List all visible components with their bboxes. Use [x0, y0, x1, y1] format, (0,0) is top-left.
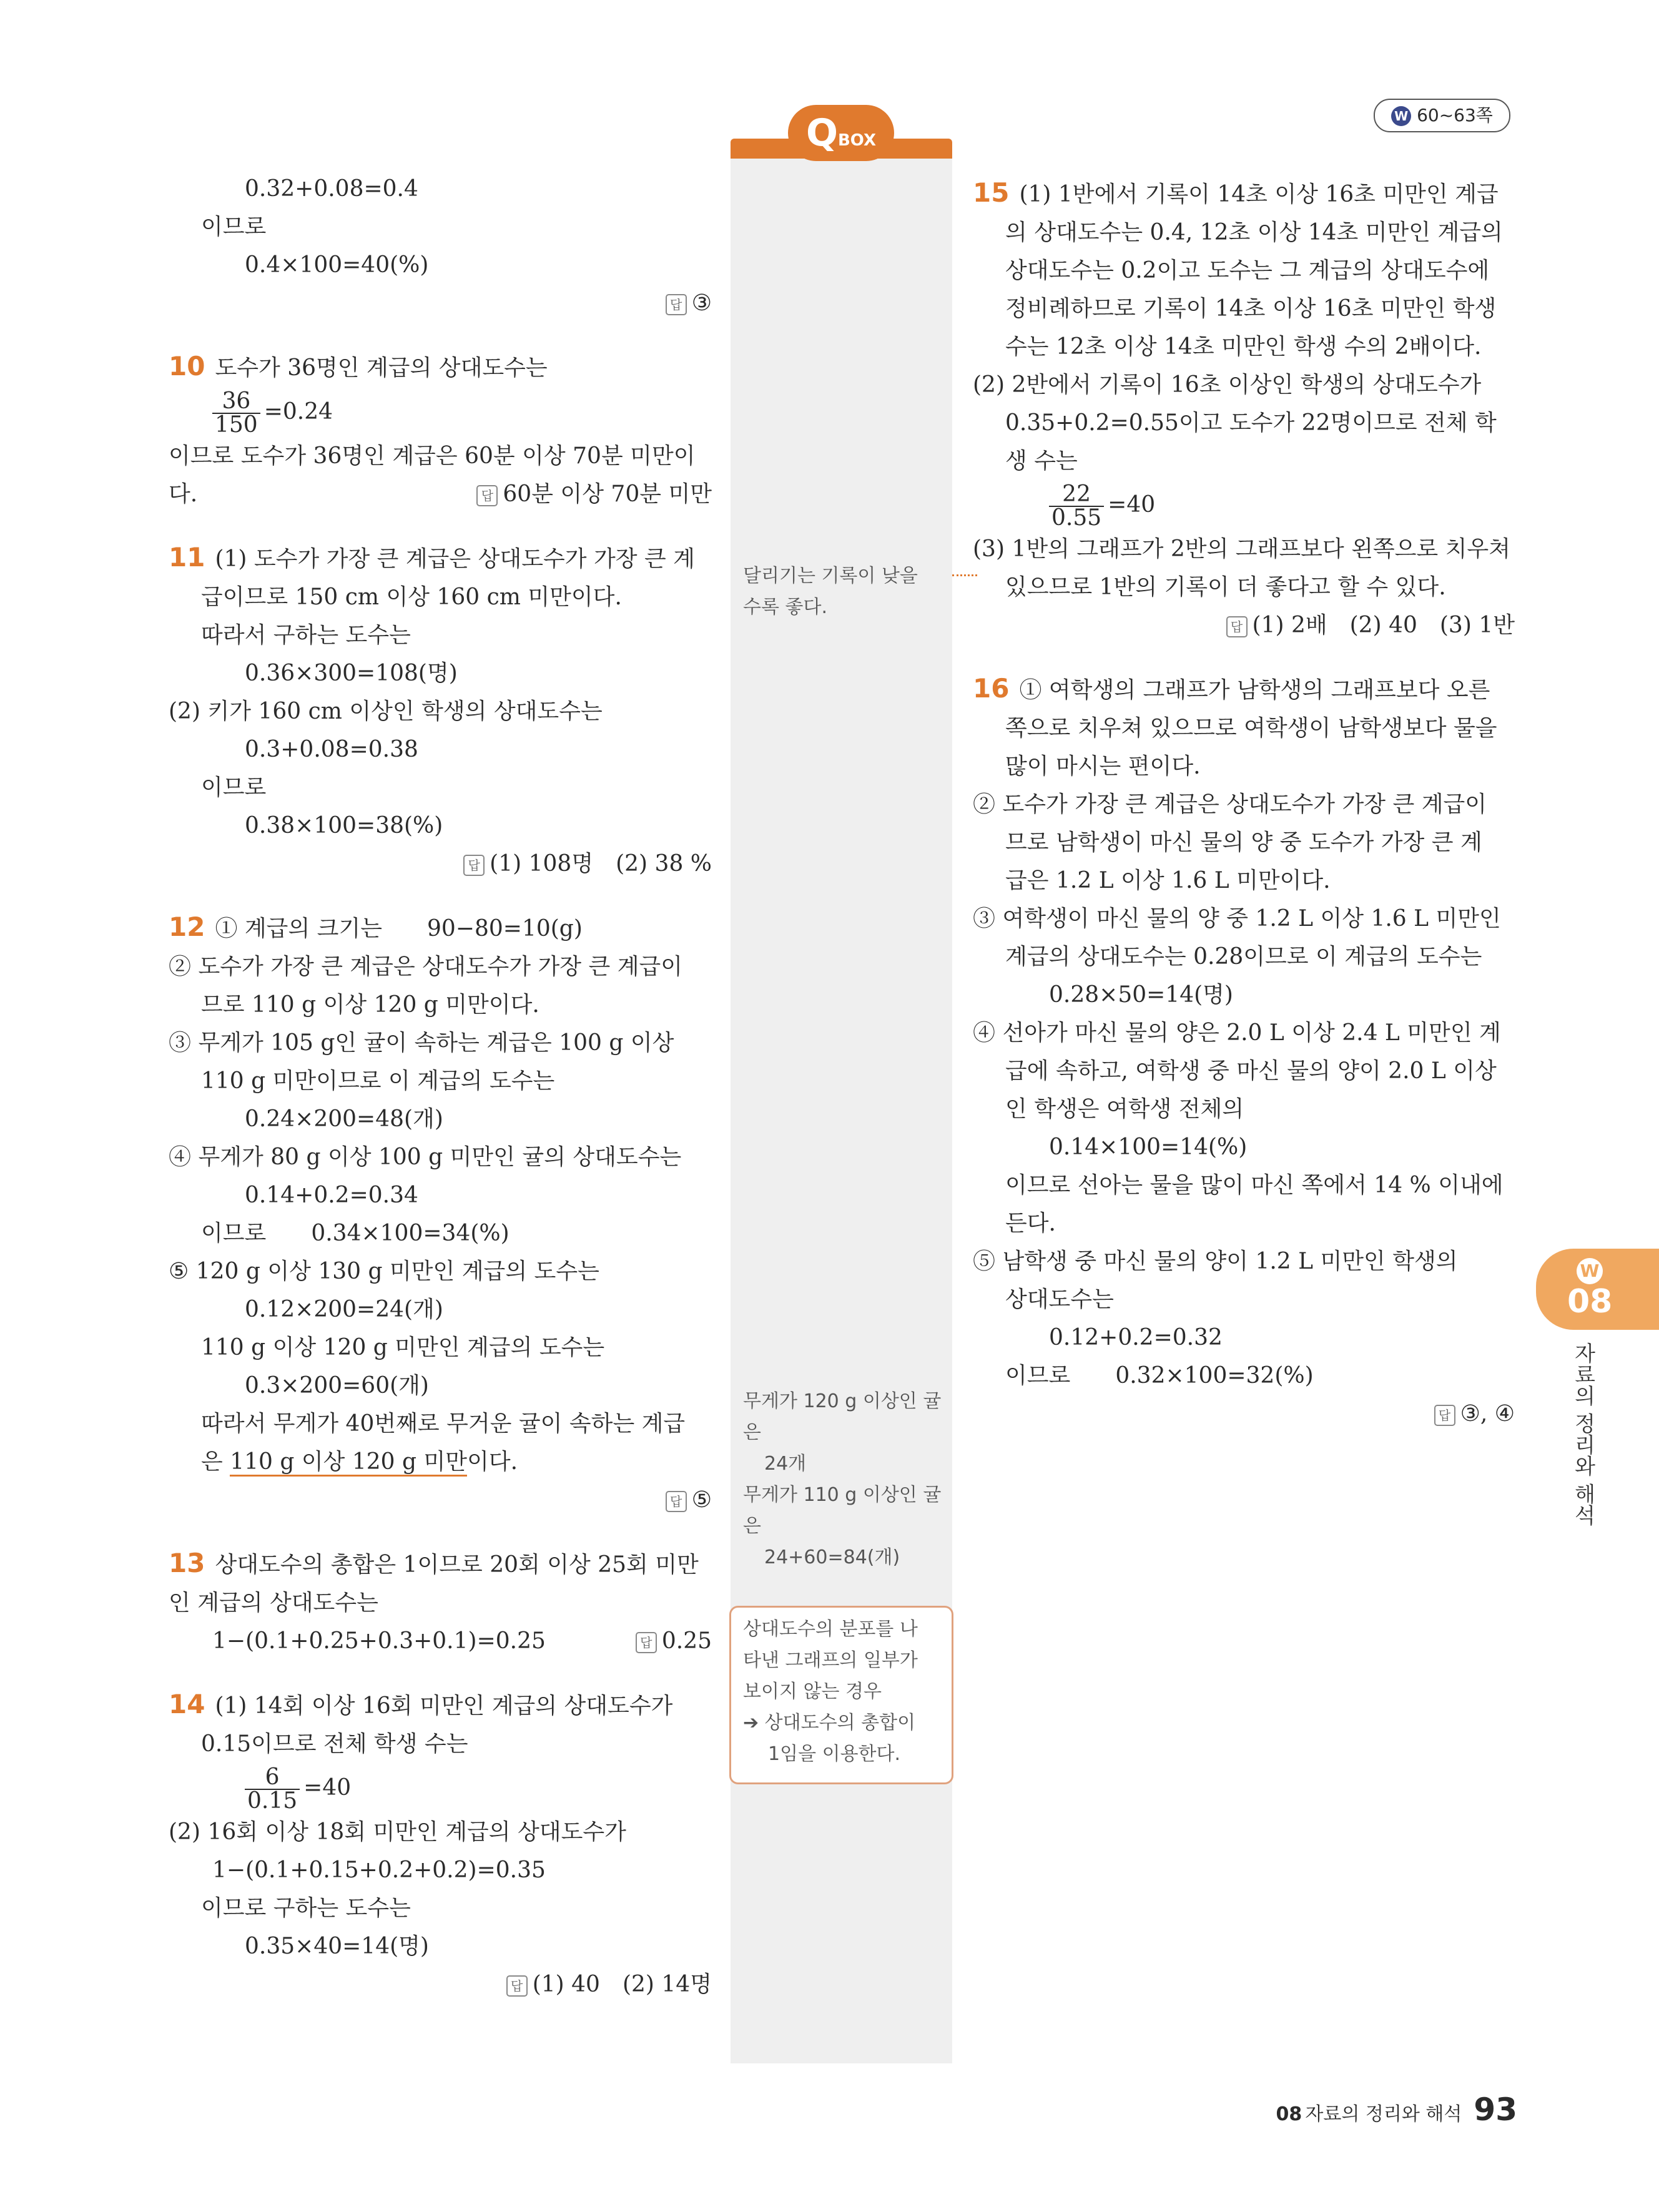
fraction: $\frac{36}{150}$	[212, 390, 260, 436]
text-line: 있으므로 1반의 기록이 더 좋다고 할 수 있다.	[1005, 574, 1446, 600]
text-line: 0.3+0.08=0.38	[245, 737, 418, 762]
answer-icon: 답	[666, 1491, 687, 1512]
side-note-weight: 무게가 120 g 이상인 귤 은 24개 무게가 110 g 이상인 귤 은 24+60=84(개)	[743, 1390, 942, 1568]
text-line: ④ 선아가 마신 물의 양은 2.0 L 이상 2.4 L 미만인 계	[973, 1020, 1501, 1046]
text-line: 0.12×200=24(개)	[245, 1297, 443, 1322]
text-line: 므로 남학생이 마신 물의 양 중 도수가 가장 큰 계	[1005, 830, 1482, 855]
chapter-tab-title: 자료의 정리와 해석	[1570, 1342, 1595, 1526]
page-ref-badge	[1374, 99, 1510, 132]
problem-12: 12 ① 계급의 크기는 90−80=10(g)	[169, 912, 583, 942]
qbox-logo: QBOX	[788, 105, 894, 161]
text-line: ③ 여학생이 마신 물의 양 중 1.2 L 이상 1.6 L 미만인	[973, 906, 1501, 931]
answer-icon: 답	[476, 485, 498, 506]
text-line: 0.28×50=14(명)	[1049, 982, 1233, 1008]
problem-16: 16 ① 여학생의 그래프가 남학생의 그래프보다 오른	[973, 673, 1490, 704]
answer-icon: 답	[666, 294, 687, 315]
answer-line: 답 (1) 40 (2) 14명	[169, 1965, 712, 2003]
text-line: 급이므로 150 cm 이상 160 cm 미만이다.	[201, 584, 622, 610]
text-line: (2) 2반에서 기록이 16초 이상인 학생의 상대도수가	[973, 372, 1482, 398]
text-line: 0.14+0.2=0.34	[245, 1182, 418, 1208]
text-line: 많이 마시는 편이다.	[1005, 754, 1201, 779]
text-line: 생 수는	[1005, 448, 1078, 474]
fraction-line: $\frac{6}{0.15}$ =40	[169, 1763, 712, 1813]
text-line: 110 g 이상 120 g 미만인 계급의 도수는	[201, 1335, 605, 1360]
text-line: 급은 1.2 L 이상 1.6 L 미만이다.	[1005, 868, 1331, 893]
text-line: 0.38×100=38(%)	[245, 813, 443, 838]
text-line: 0.35+0.2=0.55이고 도수가 22명이므로 전체 학	[1005, 410, 1497, 436]
text-line: 0.24×200=48(개)	[245, 1106, 443, 1132]
problem-14: 14 (1) 14회 이상 16회 미만인 계급의 상대도수가	[169, 1689, 673, 1719]
text-line: (2) 키가 160 cm 이상인 학생의 상대도수는	[169, 699, 603, 724]
problem-11: 11 (1) 도수가 가장 큰 계급은 상대도수가 가장 큰 계	[169, 542, 695, 573]
footer-chapter: 08	[1276, 2103, 1302, 2125]
text-line: 은 110 g 이상 120 g 미만이다.	[169, 1443, 712, 1481]
chapter-tab-number: 08	[1567, 1283, 1613, 1320]
footer-title: 자료의 정리와 해석	[1305, 2103, 1462, 2125]
text-line: 1−(0.1+0.25+0.3+0.1)=0.25 답 0.25	[212, 1628, 712, 1654]
answer-line: 답 ③, ④	[973, 1395, 1515, 1433]
chapter-tab-badge: W	[1577, 1258, 1603, 1284]
answer-line: 답 ⑤	[169, 1481, 712, 1519]
page-number: 93	[1474, 2092, 1517, 2128]
text-line: 이므로 0.34×100=34(%)	[201, 1221, 510, 1246]
text-line: 든다.	[1005, 1211, 1056, 1236]
text-line: 0.12+0.2=0.32	[1049, 1325, 1223, 1350]
text-line: 0.35×40=14(명)	[245, 1934, 429, 1959]
text-line: 0.32+0.08=0.4	[245, 176, 418, 202]
text-line: 다. 답 60분 이상 70분 미만	[169, 481, 712, 507]
text-line: ② 도수가 가장 큰 계급은 상대도수가 가장 큰 계급이	[169, 954, 683, 980]
text-line: 상대도수는	[1005, 1287, 1114, 1312]
text-line: 수는 12초 이상 14초 미만인 학생 수의 2배이다.	[1005, 334, 1482, 360]
right-column	[973, 174, 1515, 1433]
w-badge-icon: W	[1391, 106, 1411, 126]
text-line: 인 학생은 여학생 전체의	[1005, 1096, 1244, 1122]
problem-13: 13 상대도수의 총합은 1이므로 20회 이상 25회 미만	[169, 1548, 699, 1578]
text-line: (2) 16회 이상 18회 미만인 계급의 상대도수가	[169, 1819, 626, 1845]
text-line: 계급의 상대도수는 0.28이므로 이 계급의 도수는	[1005, 944, 1482, 970]
text-line: 이므로 도수가 36명인 계급은 60분 이상 70분 미만이	[169, 443, 696, 469]
text-line: 0.3×200=60(개)	[245, 1373, 429, 1398]
problem-15: 15 (1) 1반에서 기록이 14초 이상 16초 미만인 계급	[973, 177, 1499, 208]
text-line: 이므로 0.32×100=32(%)	[1005, 1363, 1314, 1389]
fraction: $\frac{22}{0.55}$	[1049, 483, 1104, 529]
text-line: 1−(0.1+0.15+0.2+0.2)=0.35	[212, 1857, 546, 1883]
text-line: 0.14×100=14(%)	[1049, 1134, 1248, 1160]
fraction-line: $\frac{36}{150}$ =0.24	[169, 387, 712, 437]
text-line: ⑤ 남학생 중 마신 물의 양이 1.2 L 미만인 학생의	[973, 1249, 1458, 1274]
answer-icon: 답	[1434, 1405, 1455, 1426]
problem-10: 10 도수가 36명인 계급의 상대도수는	[169, 351, 548, 381]
text-line: 따라서 구하는 도수는	[201, 622, 411, 648]
text-line: 의 상대도수는 0.4, 12초 이상 14초 미만인 계급의	[1005, 220, 1503, 245]
answer-icon: 답	[1226, 616, 1248, 637]
fraction-line: $\frac{22}{0.55}$ =40	[973, 480, 1515, 530]
text-line: 이므로 선아는 물을 많이 마신 쪽에서 14 % 이내에	[1005, 1172, 1504, 1198]
text-line: 쪽으로 치우쳐 있으므로 여학생이 남학생보다 물을	[1005, 715, 1497, 741]
text-line: ③ 무게가 105 g인 귤이 속하는 계급은 100 g 이상	[169, 1030, 674, 1056]
text-line: 급에 속하고, 여학생 중 마신 물의 양이 2.0 L 이상	[1005, 1058, 1497, 1084]
answer-line: 답 (1) 2배 (2) 40 (3) 1반	[973, 606, 1515, 644]
answer-icon: 답	[636, 1632, 657, 1653]
text-line: 0.36×300=108(명)	[245, 661, 458, 686]
answer-icon: 답	[463, 855, 485, 876]
answer-icon: 답	[506, 1975, 528, 1997]
text-line: 따라서 무게가 40번째로 무거운 귤이 속하는 계급	[201, 1411, 686, 1437]
answer-line: 답 (1) 108명 (2) 38 %	[169, 845, 712, 883]
text-line: ② 도수가 가장 큰 계급은 상대도수가 가장 큰 계급이	[973, 792, 1487, 817]
answer-line: 답 ③	[169, 284, 712, 322]
side-note-running: 달리기는 기록이 낮을 수록 좋다.	[743, 565, 918, 618]
side-note-tip: 상대도수의 분포를 나 타낸 그래프의 일부가 보이지 않는 경우 ➔ 상대도수의 총합이 1임을 이용한다.	[743, 1618, 918, 1765]
text-line: 0.15이므로 전체 학생 수는	[201, 1731, 468, 1757]
left-column	[169, 170, 712, 2003]
text-line: 이므로 구하는 도수는	[201, 1895, 411, 1921]
fraction: $\frac{6}{0.15}$	[245, 1766, 300, 1812]
text-line: 110 g 미만이므로 이 계급의 도수는	[201, 1068, 555, 1094]
text-line: 인 계급의 상대도수는	[169, 1590, 378, 1616]
text-line: 상대도수는 0.2이고 도수는 그 계급의 상대도수에	[1005, 258, 1490, 283]
footer	[1268, 2092, 1517, 2135]
text-line: ⑤ 120 g 이상 130 g 미만인 계급의 도수는	[169, 1259, 599, 1284]
page-ref-text: 60~63쪽	[1417, 105, 1493, 125]
text-line: (3) 1반의 그래프가 2반의 그래프보다 왼쪽으로 치우쳐	[973, 536, 1510, 562]
text-line: 이므로	[201, 214, 267, 240]
text-line: 정비례하므로 기록이 14초 이상 16초 미만인 학생	[1005, 296, 1497, 322]
text-line: 므로 110 g 이상 120 g 미만이다.	[201, 992, 539, 1018]
text-line: 0.4×100=40(%)	[245, 252, 429, 278]
text-line: ④ 무게가 80 g 이상 100 g 미만인 귤의 상대도수는	[169, 1144, 682, 1170]
text-line: 이므로	[201, 775, 267, 800]
